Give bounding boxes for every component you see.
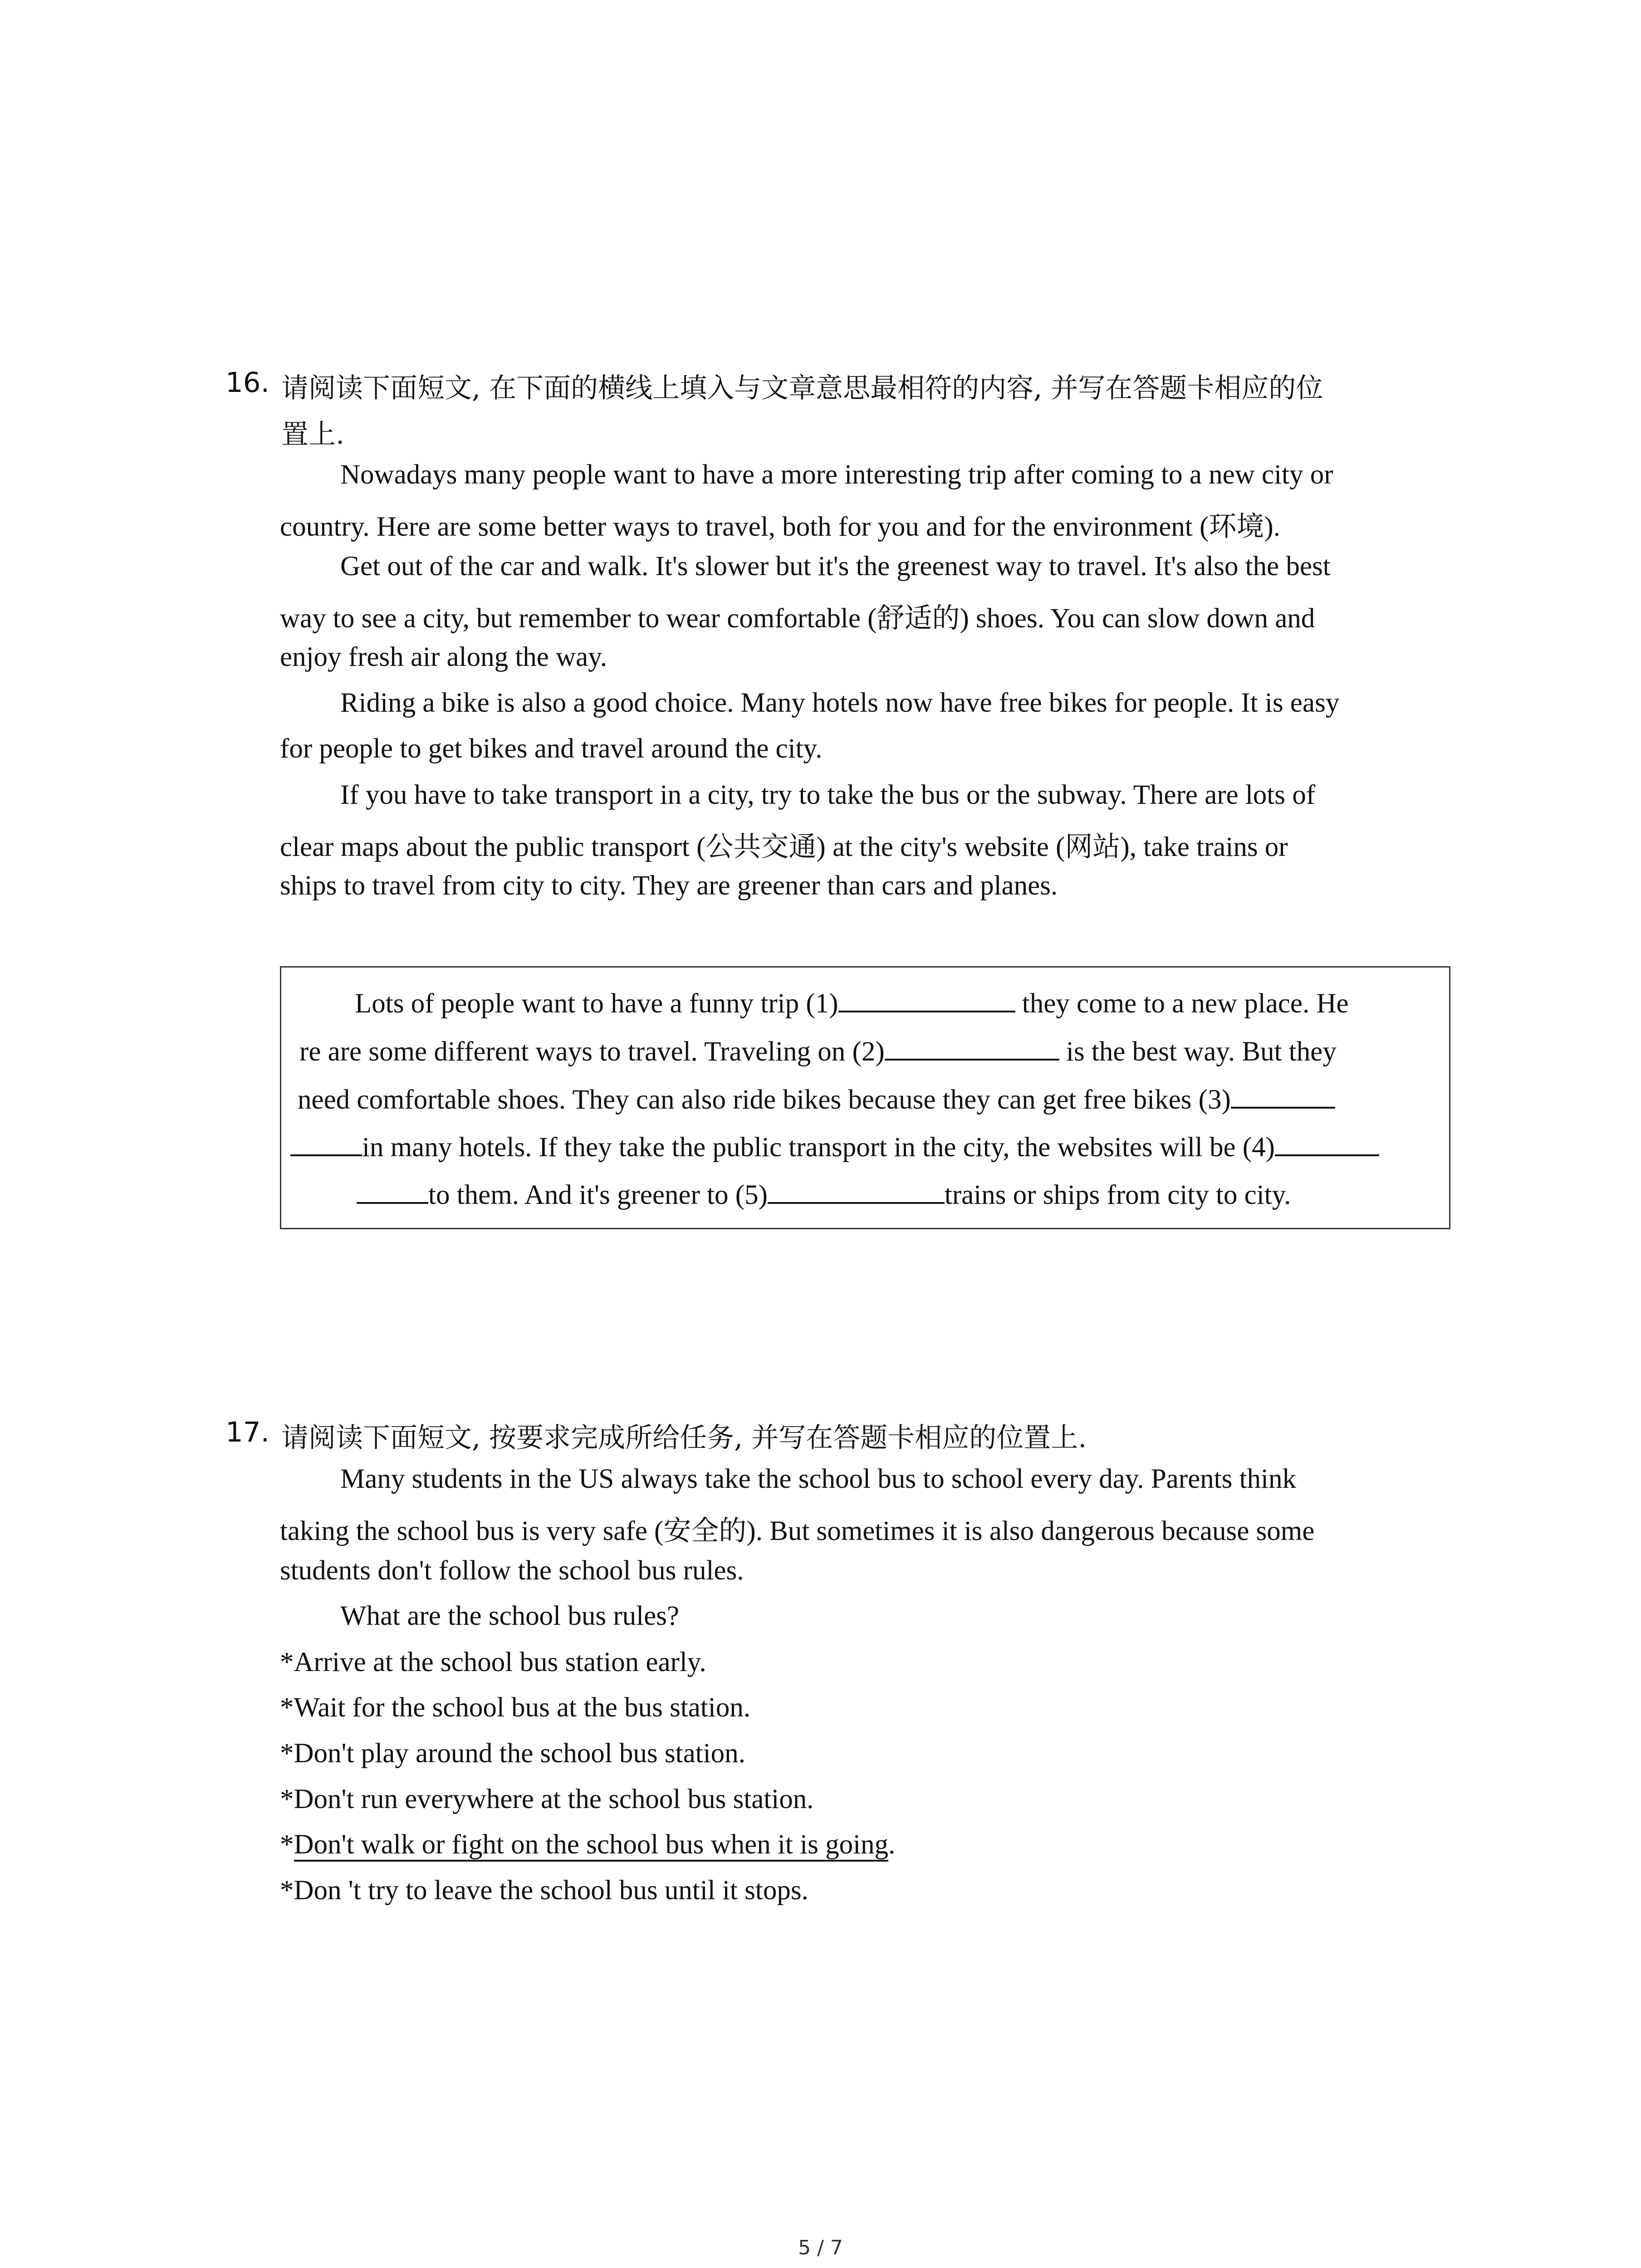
rule-item: *Don't run everywhere at the school bus station. xyxy=(280,1784,814,1814)
q17-passage-line: taking the school bus is very safe (安全的). But sometimes it is also dangerous because some xyxy=(280,1516,1315,1546)
rule-item: *Arrive at the school bus station early. xyxy=(280,1647,706,1677)
q16-number: 16. xyxy=(225,367,270,399)
q16-passage-line: way to see a city, but remember to wear comfortable (舒适的) shoes. You can slow down and xyxy=(280,603,1315,634)
q17-passage-line: What are the school bus rules? xyxy=(340,1601,679,1631)
q16-stem-line1: 请阅读下面短文, 在下面的横线上填入与文章意思最相符的内容, 并写在答题卡相应的位 xyxy=(281,372,1323,404)
rule-period: . xyxy=(888,1829,896,1860)
page-number: 5 / 7 xyxy=(798,2236,843,2259)
answer-blank-1[interactable] xyxy=(838,984,1015,1012)
q16-passage-line: clear maps about the public transport (公共交通) at the city's website (网站), take trains or xyxy=(280,832,1288,862)
summary-line-2 xyxy=(299,1032,1337,1068)
summary-text: re are some different ways to travel. Traveling on (2) xyxy=(299,1036,885,1067)
rule-item: *Don't play around the school bus station. xyxy=(280,1738,745,1769)
summary-text: to them. And it's greener to (5) xyxy=(428,1179,768,1210)
rule-item: *Don 't try to leave the school bus until it stops. xyxy=(280,1875,808,1906)
summary-line-4 xyxy=(290,1128,1379,1163)
rule-star: * xyxy=(280,1829,294,1860)
answer-blank-4[interactable] xyxy=(1275,1128,1379,1156)
answer-blank-3[interactable] xyxy=(1231,1080,1335,1109)
summary-text: they come to a new place. He xyxy=(1015,988,1349,1019)
summary-line-5 xyxy=(357,1176,1291,1211)
rule-item-underlined xyxy=(280,1829,895,1861)
summary-text: trains or ships from city to city. xyxy=(944,1179,1291,1210)
answer-blank-5[interactable] xyxy=(768,1176,945,1204)
summary-text: need comfortable shoes. They can also ride bikes because they can get free bikes (3) xyxy=(298,1084,1231,1115)
q16-passage-line: ships to travel from city to city. They are greener than cars and planes. xyxy=(280,870,1058,901)
q16-passage-line: If you have to take transport in a city, try to take the bus or the subway. There are lots of xyxy=(340,780,1316,810)
rule-item: *Wait for the school bus at the bus station. xyxy=(280,1692,750,1723)
q16-passage-line: for people to get bikes and travel around the city. xyxy=(280,733,823,764)
q17-number: 17. xyxy=(225,1416,270,1448)
q16-passage-line: Nowadays many people want to have a more interesting trip after coming to a new city or xyxy=(340,459,1333,490)
summary-line-1 xyxy=(355,984,1349,1020)
q16-passage-line: country. Here are some better ways to travel, both for you and for the environment (环境). xyxy=(280,512,1280,542)
answer-blank-3-cont[interactable] xyxy=(290,1128,362,1156)
summary-text: in many hotels. If they take the public transport in the city, the websites will be (4) xyxy=(362,1132,1275,1163)
q16-stem-line2: 置上. xyxy=(281,419,345,450)
q17-stem: 请阅读下面短文, 按要求完成所给任务, 并写在答题卡相应的位置上. xyxy=(281,1422,1087,1454)
answer-blank-4-cont[interactable] xyxy=(357,1176,428,1204)
q16-passage-line: Riding a bike is also a good choice. Many hotels now have free bikes for people. It is easy xyxy=(340,688,1340,718)
summary-text: Lots of people want to have a funny trip (1) xyxy=(355,988,838,1019)
q17-passage-line: students don't follow the school bus rules. xyxy=(280,1555,744,1586)
underlined-rule-text: Don't walk or fight on the school bus when it is going xyxy=(294,1829,889,1862)
answer-blank-2[interactable] xyxy=(885,1032,1059,1061)
q16-passage-line: Get out of the car and walk. It's slower but it's the greenest way to travel. It's also the best xyxy=(340,551,1331,582)
q17-passage-line: Many students in the US always take the school bus to school every day. Parents think xyxy=(340,1464,1296,1494)
summary-text: is the best way. But they xyxy=(1059,1036,1337,1067)
q16-passage-line: enjoy fresh air along the way. xyxy=(280,642,607,672)
summary-line-3 xyxy=(298,1080,1335,1116)
